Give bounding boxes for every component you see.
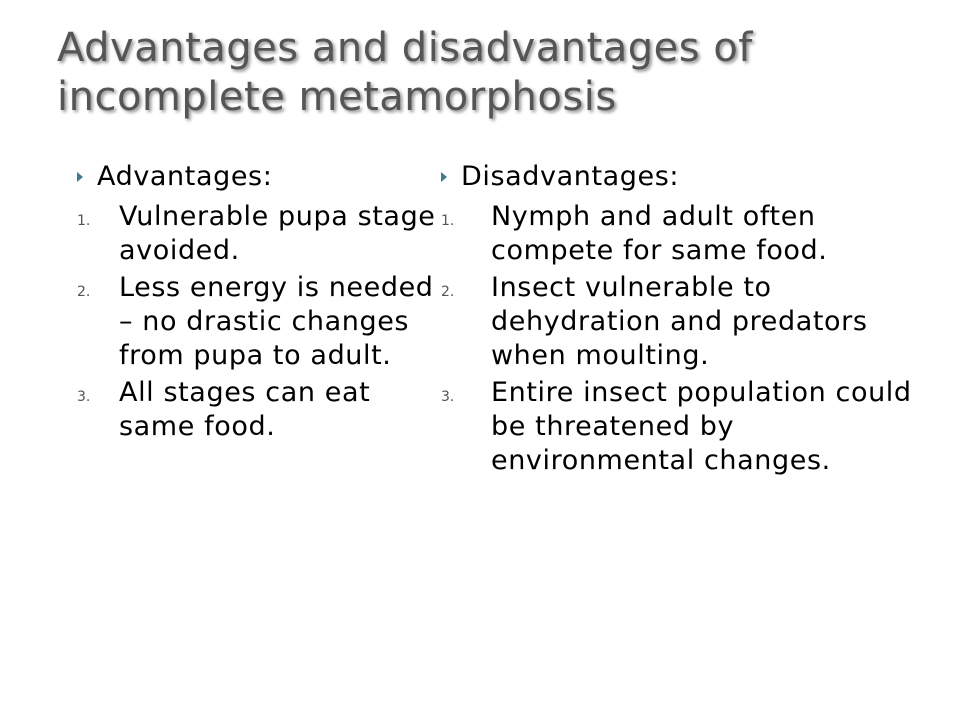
list-number: 1. (441, 213, 455, 229)
disadvantages-list (441, 200, 941, 478)
list-text: Less energy is needed – no drastic changes from pupa to adult. (119, 272, 434, 371)
list-number: 2. (77, 284, 91, 300)
list-text: Insect vulnerable to dehydration and predators when moulting. (491, 272, 868, 371)
disadvantages-column (441, 160, 941, 481)
list-item (77, 200, 449, 268)
list-text: All stages can eat same food. (119, 377, 371, 442)
advantages-heading: Advantages: (97, 161, 273, 192)
list-number: 3. (441, 389, 455, 405)
list-item (77, 376, 449, 444)
triangle-bullet-icon (441, 172, 447, 182)
advantages-list (77, 200, 449, 444)
list-number: 1. (77, 213, 91, 229)
list-text: Entire insect population could be threatened by environmental changes. (491, 377, 912, 476)
list-item (441, 376, 941, 478)
list-text: Vulnerable pupa stage avoided. (119, 201, 436, 266)
list-item (77, 271, 449, 373)
slide-title: Advantages and disadvantages of incomplete metamorphosis (57, 25, 753, 120)
list-number: 3. (77, 389, 91, 405)
advantages-column (77, 160, 449, 447)
disadvantages-heading: Disadvantages: (461, 161, 680, 192)
list-text: Nymph and adult often compete for same food. (491, 201, 828, 266)
triangle-bullet-icon (77, 172, 83, 182)
disadvantages-heading-row (441, 160, 941, 194)
list-item (441, 271, 941, 373)
advantages-heading-row (77, 160, 449, 194)
list-number: 2. (441, 284, 455, 300)
list-item (441, 200, 941, 268)
